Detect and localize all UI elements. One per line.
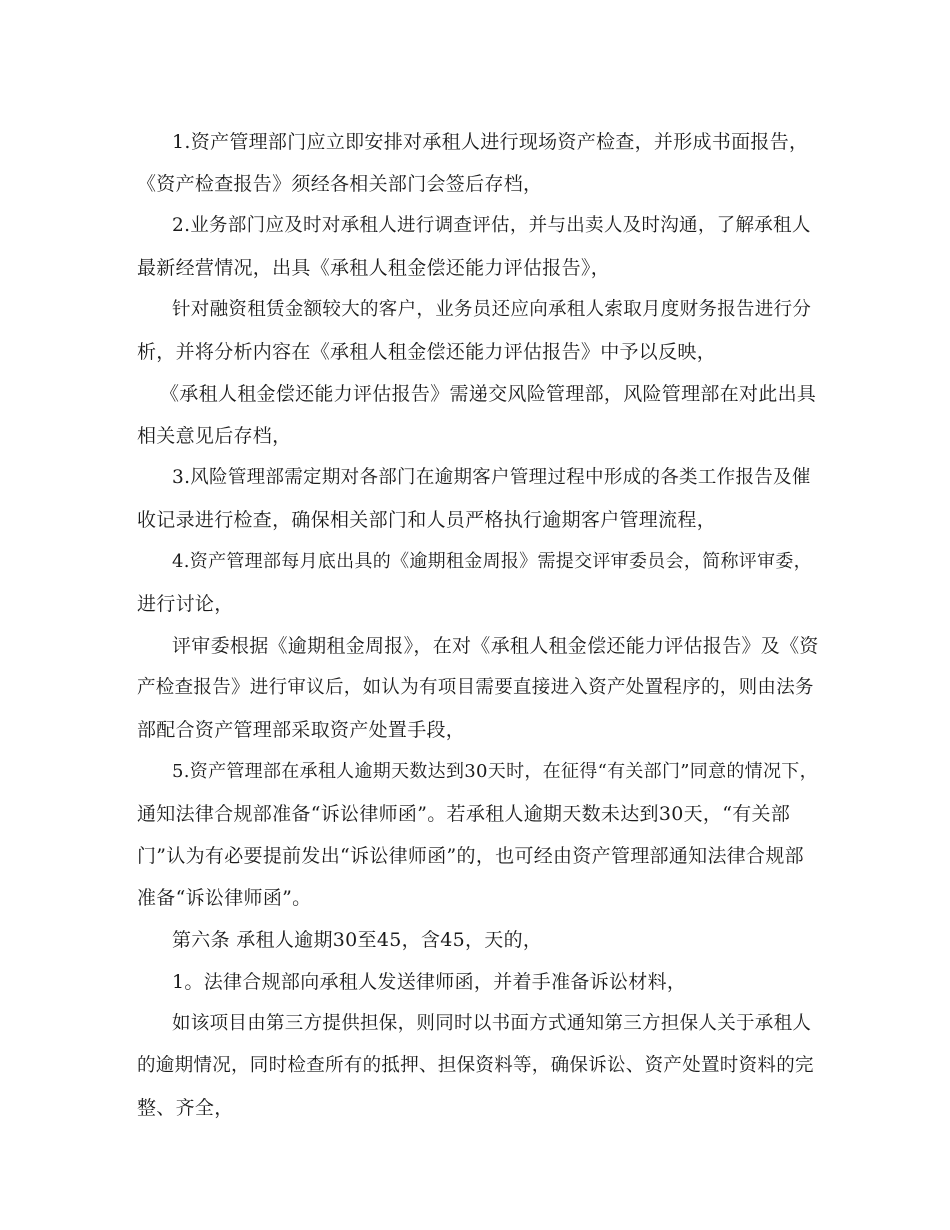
text-line-17: 通知法律合规部准备“诉讼律师函”。若承租人逾期天数未达到30天，“有关部 xyxy=(137,803,791,825)
text-line-3: 2.业务部门应及时对承租人进行调查评估，并与出卖人及时沟通，了解承租人 xyxy=(172,215,811,236)
text-line-8: 相关意见后存档， xyxy=(137,425,292,447)
text-line-18: 门”认为有必要提前发出“诉讼律师函”的，也可经由资产管理部通知法律合规部 xyxy=(137,845,804,867)
text-line-6: 析，并将分析内容在《承租人租金偿还能力评估报告》中予以反映， xyxy=(137,341,717,363)
text-line-13: 评审委根据《逾期租金周报》，在对《承租人租金偿还能力评估报告》及《资 xyxy=(172,635,819,657)
text-line-23: 的逾期情况，同时检查所有的抵押、担保资料等，确保诉讼、资产处置时资料的完 xyxy=(137,1055,814,1076)
text-line-10: 收记录进行检查，确保相关部门和人员严格执行逾期客户管理流程， xyxy=(137,509,717,531)
text-line-22: 如该项目由第三方提供担保，则同时以书面方式通知第三方担保人关于承租人 xyxy=(172,1013,812,1034)
text-line-7: 《承租人租金偿还能力评估报告》需递交风险管理部，风险管理部在对此出具 xyxy=(160,383,817,405)
text-line-9: 3.风险管理部需定期对各部门在逾期客户管理过程中形成的各类工作报告及催 xyxy=(172,467,811,488)
text-line-21: 1。法律合规部向承租人发送律师函，并着手准备诉讼材料， xyxy=(172,971,687,993)
text-line-12: 进行讨论， xyxy=(137,593,234,615)
text-line-20: 第六条 承租人逾期30至45，含45，天的， xyxy=(172,929,543,951)
text-line-4: 最新经营情况，出具《承租人租金偿还能力评估报告》， xyxy=(137,257,611,279)
text-line-11: 4.资产管理部每月底出具的《逾期租金周报》需提交评审委员会，简称评审委， xyxy=(172,551,812,572)
text-line-2: 《资产检查报告》须经各相关部门会签后存档， xyxy=(137,173,543,195)
text-line-19: 准备“诉讼律师函”。 xyxy=(137,887,312,909)
text-line-24: 整、齐全， xyxy=(137,1097,234,1119)
text-line-15: 部配合资产管理部采取资产处置手段， xyxy=(137,719,466,741)
text-line-14: 产检查报告》进行审议后，如认为有项目需要直接进入资产处置程序的，则由法务 xyxy=(137,677,814,698)
text-line-16: 5.资产管理部在承租人逾期天数达到30天时，在征得“有关部门”同意的情况下， xyxy=(172,761,818,782)
text-line-1: 1.资产管理部门应立即安排对承租人进行现场资产检查，并形成书面报告， xyxy=(172,131,809,153)
text-line-5: 针对融资租赁金额较大的客户，业务员还应向承租人索取月度财务报告进行分 xyxy=(172,299,812,320)
